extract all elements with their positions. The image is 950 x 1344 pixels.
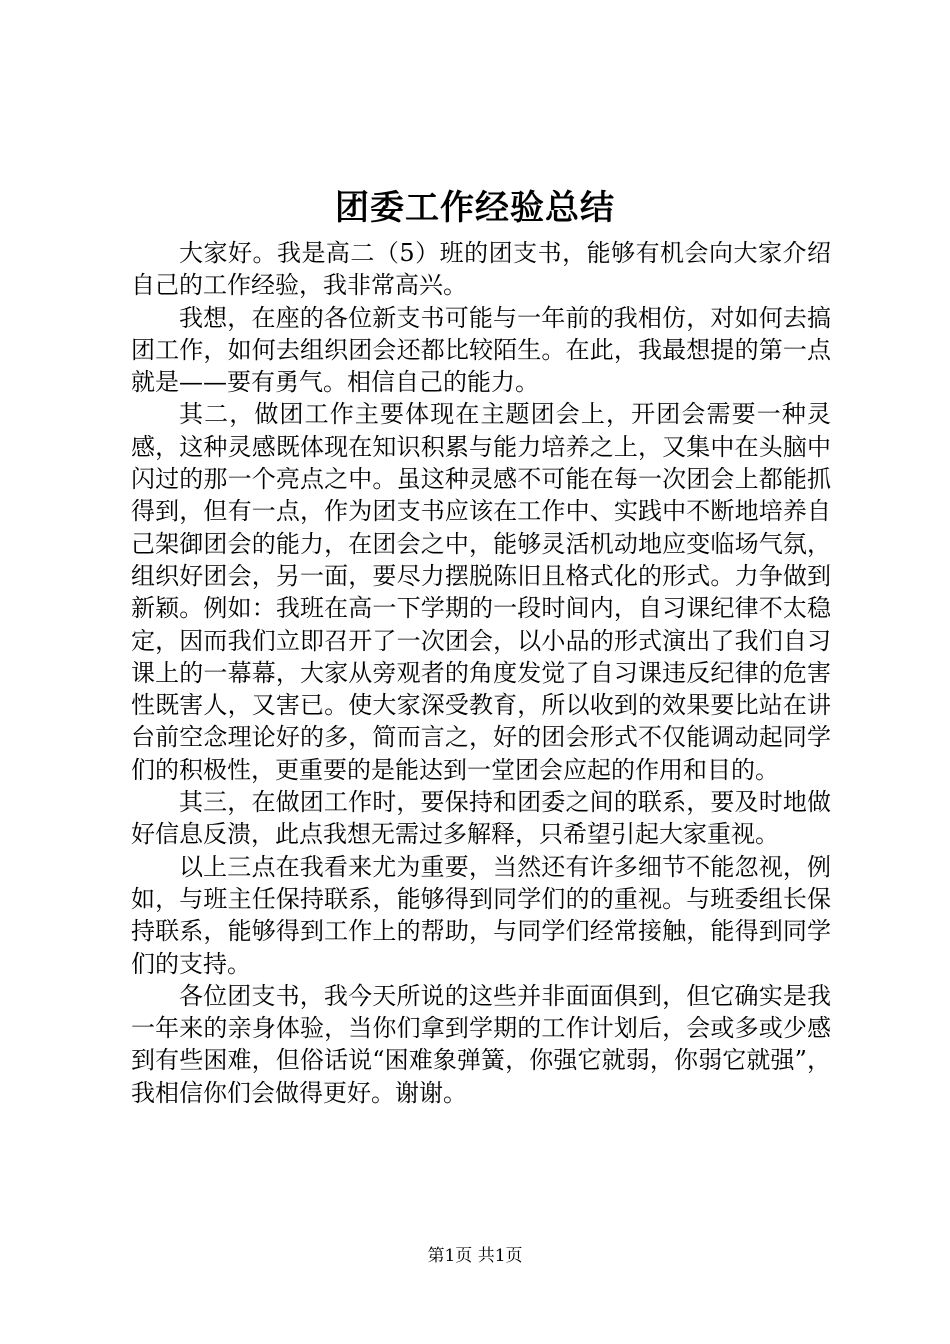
paragraph-2: 我想，在座的各位新支书可能与一年前的我相仿，对如何去搞团工作，如何去组织团会还都比较陌生。在此，我最想提的第一点就是——要有勇气。相信自己的能力。: [131, 303, 831, 397]
paragraph-3: 其二，做团工作主要体现在主题团会上，开团会需要一种灵感，这种灵感既体现在知识积累与能力培养之上，又集中在头脑中闪过的那一个亮点之中。虽这种灵感不可能在每一次团会上都能抓得到，但有一点，作为团支书应该在工作中、实践中不断地培养自己架御团会的能力，在团会之中，能够灵活机动地应变临场气氛，组织好团会，另一面，要尽力摆脱陈旧且格式化的形式。力争做到新颖。例如：我班在高一下学期的一段时间内，自习课纪律不太稳定，因而我们立即召开了一次团会，以小品的形式演出了我们自习课上的一幕幕，大家从旁观者的角度发觉了自习课违反纪律的危害性既害人，又害已。使大家深受教育，所以收到的效果要比站在讲台前空念理论好的多，简而言之，好的团会形式不仅能调动起同学们的积极性，更重要的是能达到一堂团会应起的作用和目的。: [131, 400, 831, 784]
paragraph-6: 各位团支书，我今天所说的这些并非面面俱到，但它确实是我一年来的亲身体验，当你们拿到学期的工作计划后，会或多或少感到有些困难，但俗话说“困难象弹簧，你强它就弱，你弱它就强”，我相信你们会做得更好。谢谢。: [131, 981, 831, 1107]
paragraph-1: 大家好。我是高二（5）班的团支书，能够有机会向大家介绍自己的工作经验，我非常高兴。: [131, 239, 831, 300]
paragraph-4: 其三，在做团工作时，要保持和团委之间的联系，要及时地做好信息反溃，此点我想无需过多解释，只希望引起大家重视。: [131, 788, 831, 849]
paragraph-5: 以上三点在我看来尤为重要，当然还有许多细节不能忽视，例如，与班主任保持联系，能够得到同学们的的重视。与班委组长保持联系，能够得到工作上的帮助，与同学们经常接触，能得到同学们的支持。: [131, 852, 831, 978]
page-number-footer: 第1页 共1页: [427, 1246, 523, 1266]
document-title: 团委工作经验总结: [335, 188, 615, 228]
document-body: [131, 237, 831, 1109]
